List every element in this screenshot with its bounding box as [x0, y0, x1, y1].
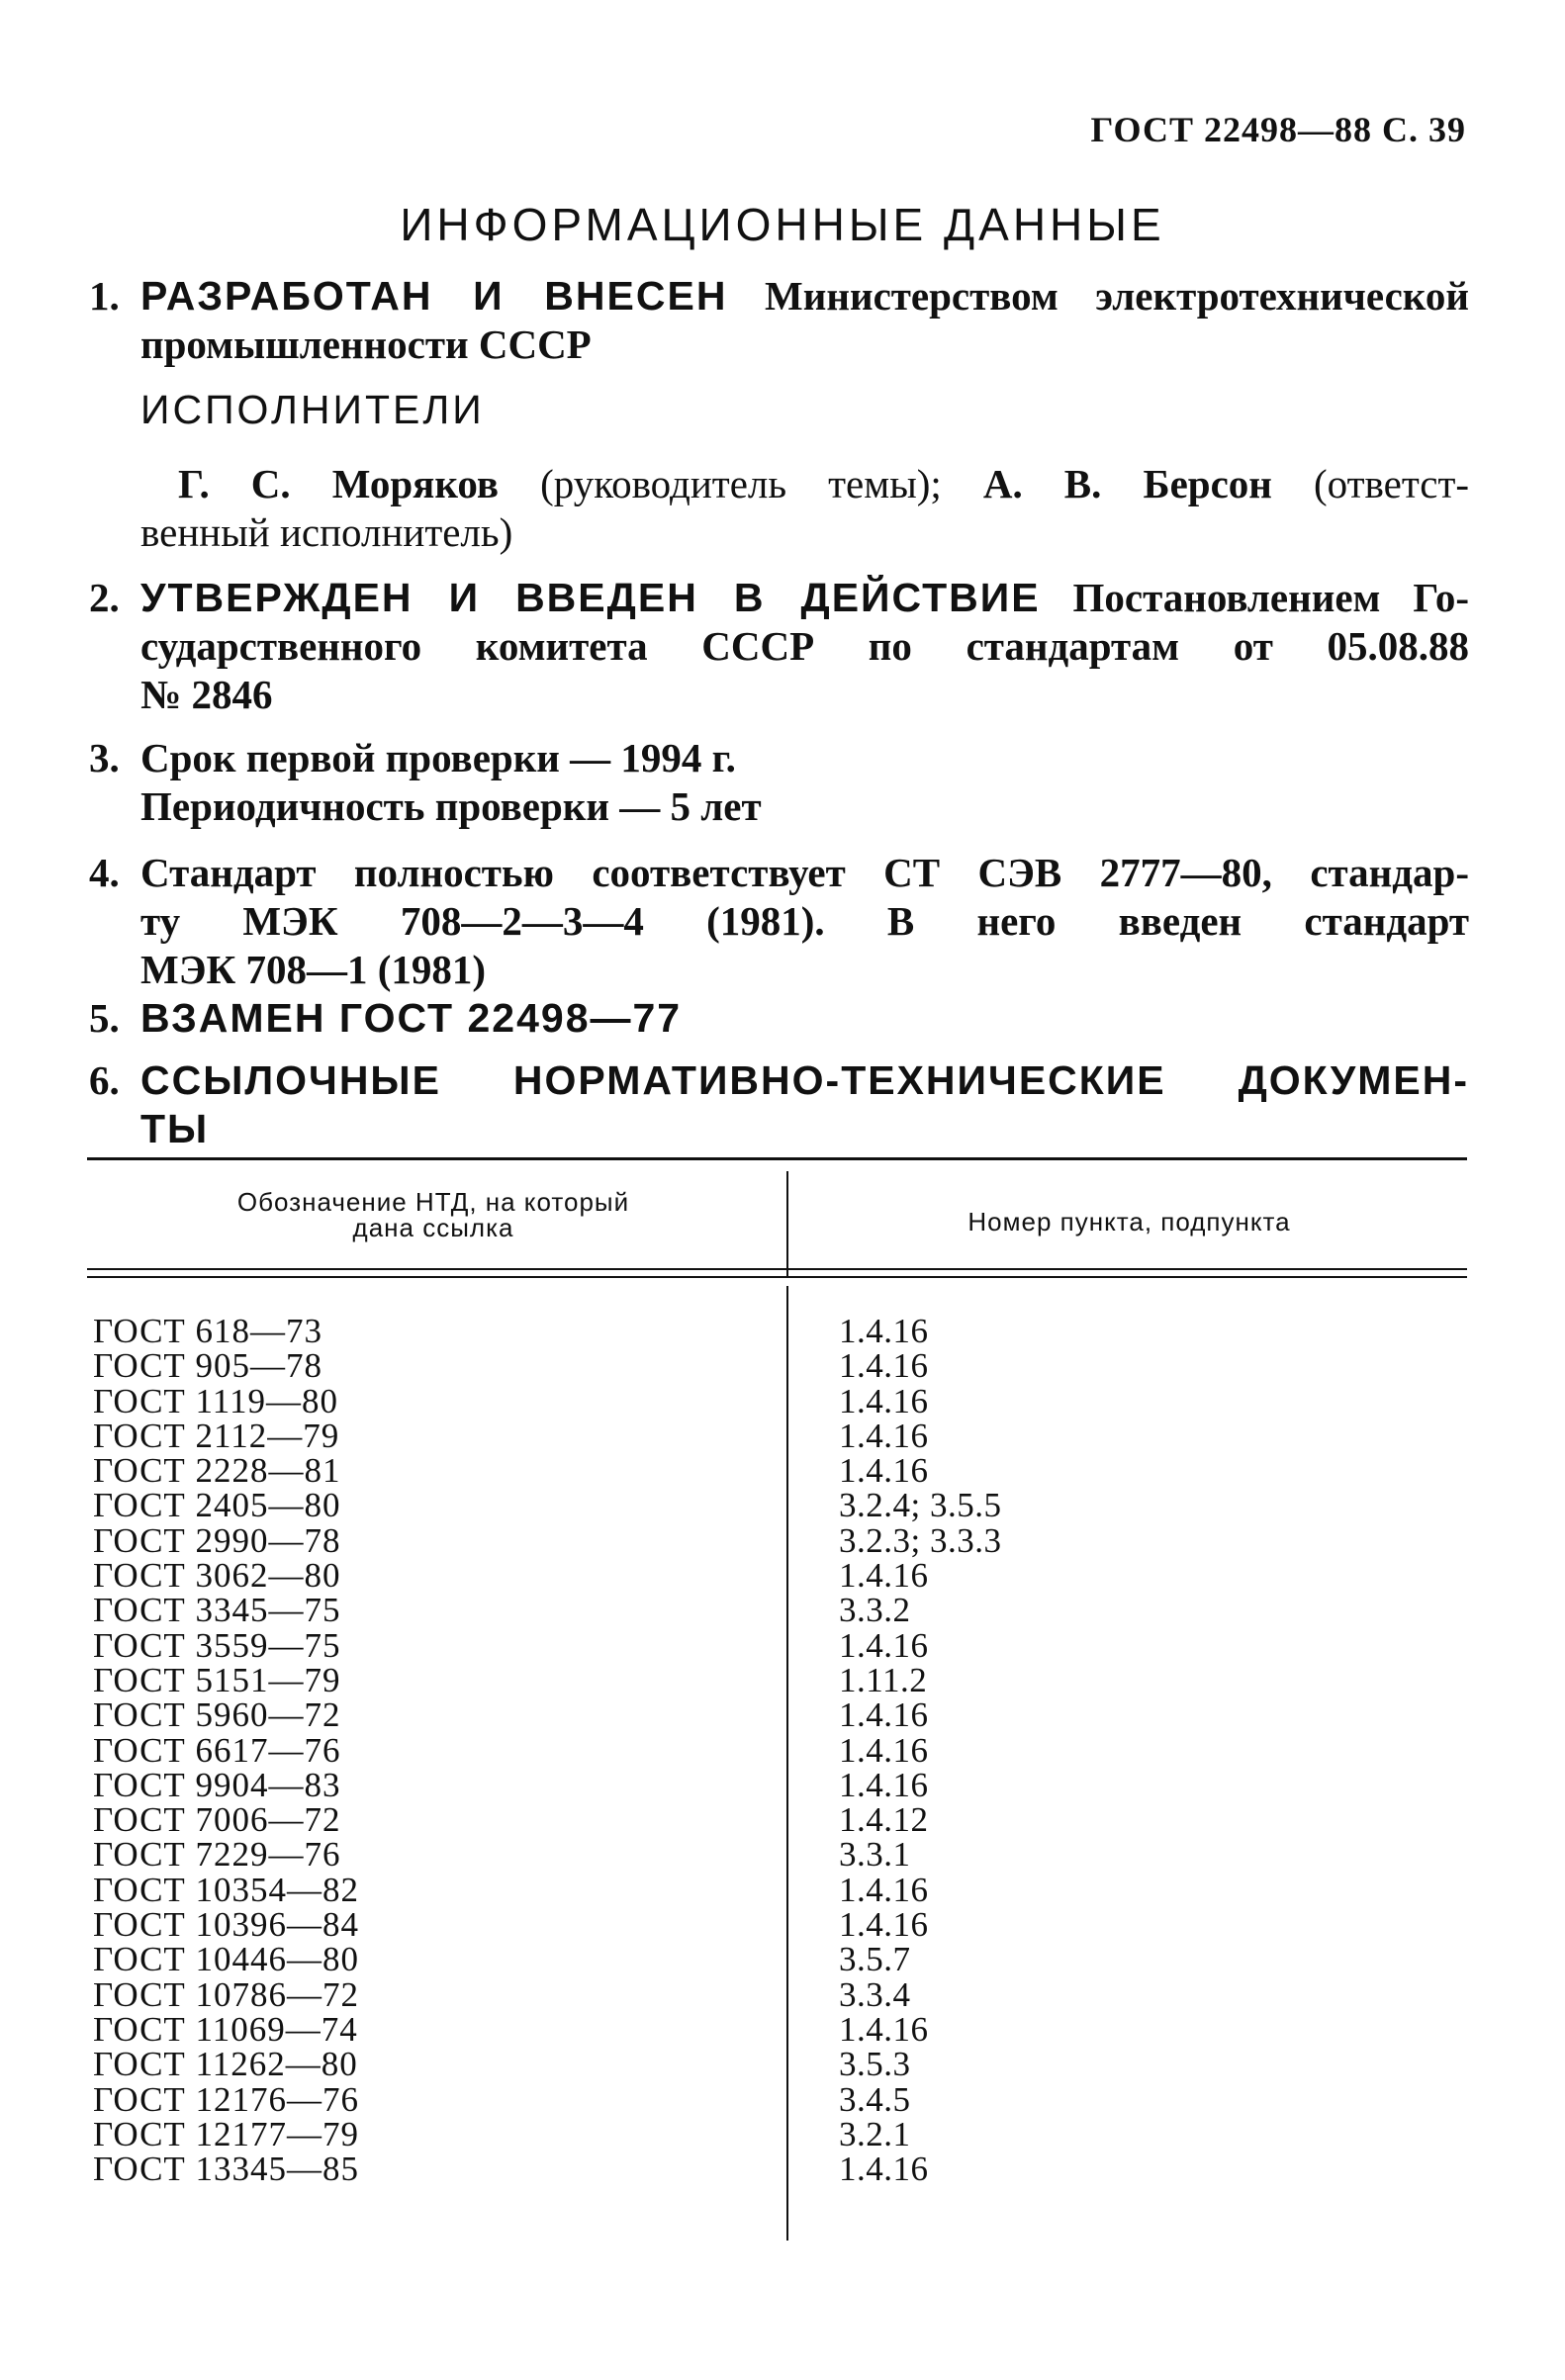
item-4-line3: МЭК 708—1 (1981) — [140, 947, 487, 992]
table-cell-ref: 1.4.16 — [839, 2150, 929, 2189]
item-2-lead: УТВЕРЖДЕН И ВВЕДЕН В ДЕЙСТВИЕ — [140, 575, 1041, 620]
table-cell-doc: ГОСТ 2228—81 — [93, 1451, 341, 1491]
table-cell-doc: ГОСТ 12176—76 — [93, 2079, 360, 2119]
table-cell-doc: ГОСТ 10354—82 — [93, 1870, 360, 1909]
table-row — [87, 1730, 1467, 1770]
table-cell-doc: ГОСТ 3345—75 — [93, 1591, 341, 1630]
item-number: 4. — [89, 850, 120, 895]
table-cell-ref: 1.4.16 — [839, 1451, 929, 1491]
table-header-ref: Номер пункта, подпункта — [967, 1207, 1291, 1236]
table-cell-ref: 1.4.12 — [839, 1800, 929, 1840]
table-top-rule — [87, 1157, 1467, 1160]
table-row — [87, 2114, 1467, 2153]
table-row — [87, 1556, 1467, 1596]
table-header-doc-line1: Обозначение НТД, на который — [236, 1187, 630, 1217]
table-cell-ref: 1.4.16 — [839, 1346, 929, 1386]
item-number: 3. — [89, 735, 120, 780]
table-cell-ref: 3.2.4; 3.5.5 — [839, 1486, 1002, 1525]
item-number: 5. — [89, 995, 120, 1041]
table-row — [87, 1486, 1467, 1525]
table-cell-ref: 1.4.16 — [839, 1312, 929, 1350]
table-cell-doc: ГОСТ 6617—76 — [93, 1730, 341, 1770]
table-row — [87, 1416, 1467, 1455]
table-cell-ref: 1.4.16 — [839, 1556, 929, 1596]
item-4-line2: ту МЭК 708—2—3—4 (1981). В него введен стандарт — [140, 898, 1469, 944]
table-body — [87, 1312, 1467, 2189]
section-title: ИНФОРМАЦИОННЫЕ ДАННЫЕ — [400, 199, 1165, 250]
table-cell-doc: ГОСТ 9904—83 — [93, 1765, 341, 1804]
table-row — [87, 1905, 1467, 1945]
item-2-text-line2: сударственного комитета СССР по стандартам от 05.08.88 — [140, 623, 1469, 669]
table-cell-doc: ГОСТ 2990—78 — [93, 1520, 341, 1560]
table-cell-ref: 3.3.2 — [839, 1591, 911, 1630]
table-cell-doc: ГОСТ 1119—80 — [93, 1381, 338, 1420]
table-cell-doc: ГОСТ 618—73 — [93, 1312, 323, 1350]
table-cell-ref: 3.5.3 — [839, 2045, 911, 2084]
table-row — [87, 1625, 1467, 1665]
table-cell-doc: ГОСТ 5960—72 — [93, 1695, 341, 1735]
item-1 — [89, 272, 1469, 369]
item-number: 2. — [89, 575, 120, 620]
table-cell-doc: ГОСТ 3062—80 — [93, 1556, 341, 1596]
table-row — [87, 1381, 1467, 1420]
table-cell-doc: ГОСТ 7229—76 — [93, 1835, 341, 1875]
table-row — [87, 1974, 1467, 2014]
executors-list — [178, 460, 1469, 508]
executor-role-2-cont: венный исполнитель) — [140, 509, 513, 555]
table-row — [87, 1314, 1467, 1348]
item-6 — [89, 1056, 1469, 1153]
table-cell-ref: 1.4.16 — [839, 2009, 929, 2049]
table-cell-ref: 3.5.7 — [839, 1940, 911, 1979]
table-row — [87, 1520, 1467, 1560]
table-cell-doc: ГОСТ 11262—80 — [93, 2045, 358, 2084]
table-cell-doc: ГОСТ 2112—79 — [93, 1416, 340, 1455]
table-cell-doc: ГОСТ 905—78 — [93, 1346, 323, 1386]
page-header: ГОСТ 22498—88 С. 39 — [1090, 110, 1466, 149]
table-header-rule — [87, 1268, 1467, 1270]
table-row — [87, 2045, 1467, 2084]
table-cell-doc: ГОСТ 10396—84 — [93, 1905, 360, 1945]
item-6-line2: ТЫ — [140, 1106, 210, 1151]
table-cell-ref: 3.2.1 — [839, 2114, 911, 2153]
table-cell-doc: ГОСТ 3559—75 — [93, 1625, 341, 1665]
table-cell-doc: ГОСТ 13345—85 — [93, 2150, 360, 2189]
table-row — [87, 2009, 1467, 2049]
item-3 — [89, 734, 1469, 831]
item-number: 6. — [89, 1057, 120, 1103]
table-row — [87, 1800, 1467, 1840]
table-cell-ref: 1.4.16 — [839, 1765, 929, 1804]
table-row — [87, 1660, 1467, 1699]
table-header-doc — [87, 1189, 780, 1240]
table-cell-ref: 1.4.16 — [839, 1905, 929, 1945]
executors-block — [89, 386, 1469, 434]
executor-name-2: А. В. Берсон — [982, 461, 1272, 506]
item-5-text: ВЗАМЕН ГОСТ 22498—77 — [140, 995, 683, 1041]
table-cell-doc: ГОСТ 10786—72 — [93, 1974, 360, 2014]
table-row — [87, 1591, 1467, 1630]
item-2 — [89, 574, 1469, 719]
executor-role-1: (руководитель темы); — [540, 461, 942, 506]
table-cell-doc: ГОСТ 7006—72 — [93, 1800, 341, 1840]
table-row — [87, 2150, 1467, 2189]
table-row — [87, 1940, 1467, 1979]
executors-list-cont — [140, 508, 1469, 557]
item-3-line1: Срок первой проверки — 1994 г. — [140, 735, 736, 780]
table-cell-ref: 1.4.16 — [839, 1416, 929, 1455]
executor-name-1: Г. С. Моряков — [178, 461, 500, 506]
table-cell-doc: ГОСТ 11069—74 — [93, 2009, 358, 2049]
table-cell-doc: ГОСТ 2405—80 — [93, 1486, 341, 1525]
item-6-line1: ССЫЛОЧНЫЕ НОРМАТИВНО-ТЕХНИЧЕСКИЕ ДОКУМЕН- — [140, 1057, 1469, 1103]
table-row — [87, 1765, 1467, 1804]
table-row — [87, 1695, 1467, 1735]
item-number: 1. — [89, 273, 120, 319]
table-row — [87, 1835, 1467, 1875]
table-cell-ref: 3.2.3; 3.3.3 — [839, 1520, 1002, 1560]
table-cell-ref: 1.4.16 — [839, 1381, 929, 1420]
item-3-line2: Периодичность проверки — 5 лет — [140, 783, 762, 829]
table-cell-ref: 3.3.4 — [839, 1974, 911, 2014]
item-4 — [89, 849, 1469, 994]
item-4-line1: Стандарт полностью соответствует СТ СЭВ 2777—80, стандар- — [140, 850, 1469, 895]
table-cell-doc: ГОСТ 12177—79 — [93, 2114, 360, 2153]
table-cell-ref: 3.3.1 — [839, 1835, 911, 1875]
item-1-text: Министерством электротехнической — [765, 273, 1469, 319]
table-row — [87, 1451, 1467, 1491]
table-cell-doc: ГОСТ 5151—79 — [93, 1660, 341, 1699]
table-header-rule-double — [87, 1276, 1467, 1278]
item-2-text-line3: № 2846 — [140, 672, 273, 717]
table-row — [87, 2079, 1467, 2119]
table-cell-doc: ГОСТ 10446—80 — [93, 1940, 360, 1979]
table-header-divider — [786, 1171, 788, 1276]
table-cell-ref: 1.4.16 — [839, 1695, 929, 1735]
table-row — [87, 1346, 1467, 1386]
item-1-text-line2: промышленности СССР — [140, 321, 592, 367]
executor-role-2: (ответст- — [1313, 461, 1470, 506]
executors-title: ИСПОЛНИТЕЛИ — [140, 387, 485, 432]
table-cell-ref: 1.4.16 — [839, 1625, 929, 1665]
table-header-doc-line2: дана ссылка — [352, 1213, 514, 1242]
table-cell-ref: 3.4.5 — [839, 2079, 911, 2119]
table-cell-ref: 1.11.2 — [839, 1660, 928, 1699]
item-2-text: Постановлением Го- — [1072, 575, 1470, 620]
references-table — [87, 1157, 1467, 2245]
item-1-lead: РАЗРАБОТАН И ВНЕСЕН — [140, 273, 728, 319]
item-5 — [89, 994, 1469, 1043]
table-cell-ref: 1.4.16 — [839, 1870, 929, 1909]
table-cell-ref: 1.4.16 — [839, 1730, 929, 1770]
table-row — [87, 1870, 1467, 1909]
